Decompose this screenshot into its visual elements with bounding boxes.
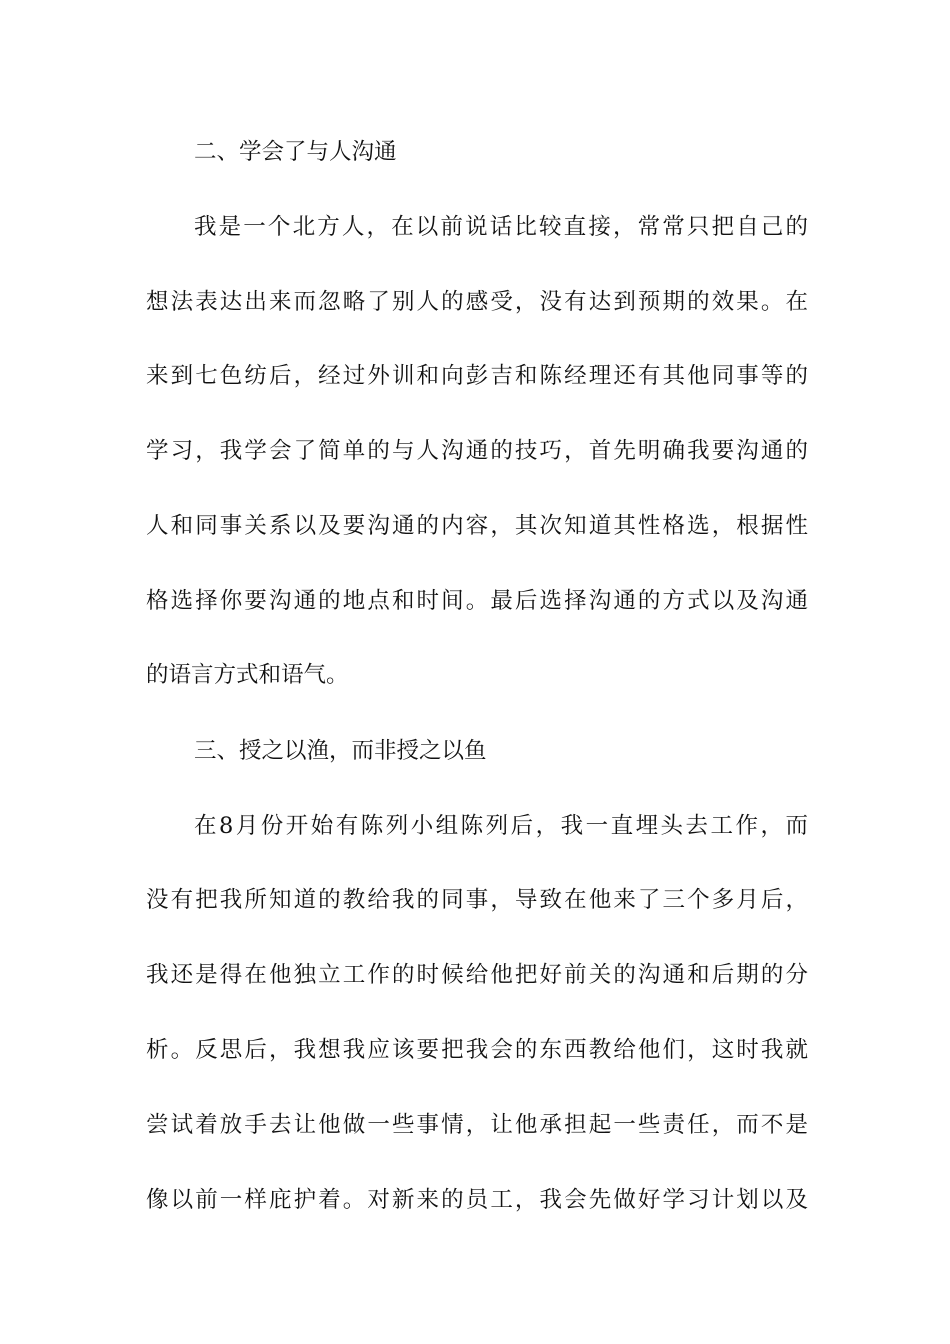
- paragraph-line: 析。反思后，我想我应该要把我会的东西教给他们，这时我就: [146, 1037, 808, 1063]
- paragraph-line: 来到七色纺后，经过外训和向彭吉和陈经理还有其他同事等的: [146, 363, 808, 389]
- paragraph-line: 的语言方式和语气。: [146, 662, 349, 688]
- paragraph-line: 人和同事关系以及要沟通的内容，其次知道其性格选，根据性: [146, 513, 808, 539]
- section-heading-communication: 二、学会了与人沟通: [194, 139, 397, 165]
- paragraph-line: 没有把我所知道的教给我的同事，导致在他来了三个多月后，: [146, 887, 808, 913]
- paragraph-line: 我是一个北方人，在以前说话比较直接，常常只把自己的: [194, 214, 808, 240]
- paragraph-line: 像以前一样庇护着。对新来的员工，我会先做好学习计划以及: [146, 1187, 808, 1213]
- paragraph-line: 学习，我学会了简单的与人沟通的技巧，首先明确我要沟通的: [146, 438, 808, 464]
- section-heading-teach-to-fish: 三、授之以渔，而非授之以鱼: [194, 738, 487, 764]
- paragraph-line: 想法表达出来而忽略了别人的感受，没有达到预期的效果。在: [146, 289, 808, 315]
- paragraph-line: 在8月份开始有陈列小组陈列后，我一直埋头去工作，而: [194, 813, 808, 839]
- paragraph-line: 我还是得在他独立工作的时候给他把好前关的沟通和后期的分: [146, 962, 808, 988]
- paragraph-line: 尝试着放手去让他做一些事情，让他承担起一些责任，而不是: [146, 1112, 808, 1138]
- paragraph-line: 格选择你要沟通的地点和时间。最后选择沟通的方式以及沟通: [146, 588, 808, 614]
